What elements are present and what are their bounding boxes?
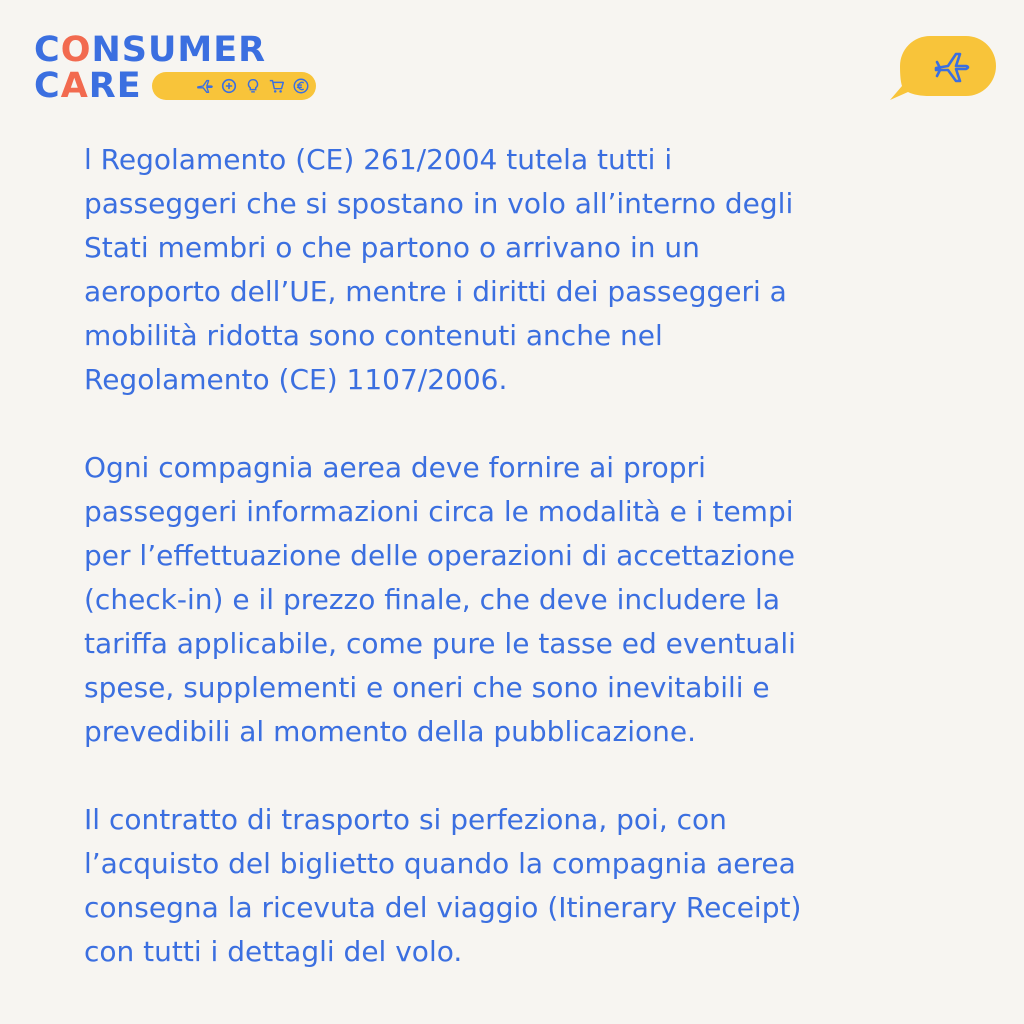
logo-letter: C [34, 30, 61, 70]
text-line: con tutti i dettagli del volo. [84, 935, 463, 968]
text-line: Stati membri o che partono o arrivano in un [84, 231, 700, 264]
text-line: l’acquisto del biglietto quando la compagnia aerea [84, 847, 796, 880]
paragraph-contract [84, 798, 984, 974]
text-line: Regolamento (CE) 1107/2006. [84, 363, 508, 396]
text-line: tariffa applicabile, come pure le tasse ed eventuali [84, 627, 796, 660]
logo-word-consumer [34, 32, 266, 68]
text-line: spese, supplementi e oneri che sono inevitabili e [84, 671, 770, 704]
speech-bubble-shape [886, 34, 998, 104]
consumer-care-logo [34, 32, 294, 106]
logo-icon-strip [152, 72, 316, 100]
paragraph-airline-info [84, 446, 984, 754]
speech-bubble-badge [886, 34, 998, 104]
logo-letters: NSUMER [91, 30, 267, 70]
text-line: (check-in) e il prezzo finale, che deve includere la [84, 583, 780, 616]
text-line: consegna la ricevuta del viaggio (Itinerary Receipt) [84, 891, 802, 924]
text-line: l Regolamento (CE) 261/2004 tutela tutti i [84, 143, 673, 176]
logo-letter: C [34, 66, 61, 106]
logo-letter-highlight: O [60, 30, 92, 70]
paragraph-regulation [84, 138, 984, 402]
text-line: Ogni compagnia aerea deve fornire ai propri [84, 451, 706, 484]
logo-word-care [34, 68, 142, 104]
text-line: mobilità ridotta sono contenuti anche nel [84, 319, 663, 352]
text-line: passeggeri informazioni circa le modalità e i tempi [84, 495, 794, 528]
text-line: aeroporto dell’UE, mentre i diritti dei passeggeri a [84, 275, 787, 308]
plus-circle-icon [220, 77, 238, 95]
text-line: prevedibili al momento della pubblicazione. [84, 715, 697, 748]
article-body [84, 138, 984, 1018]
text-line: passeggeri che si spostano in volo all’interno degli [84, 187, 794, 220]
text-line: Il contratto di trasporto si perfeziona, poi, con [84, 803, 727, 836]
plane-icon [196, 77, 214, 95]
cart-icon [268, 77, 286, 95]
logo-letter-highlight: A [60, 66, 89, 106]
lightbulb-icon [244, 77, 262, 95]
logo-letters: RE [88, 66, 142, 106]
text-line: per l’effettuazione delle operazioni di accettazione [84, 539, 796, 572]
euro-icon [292, 77, 310, 95]
